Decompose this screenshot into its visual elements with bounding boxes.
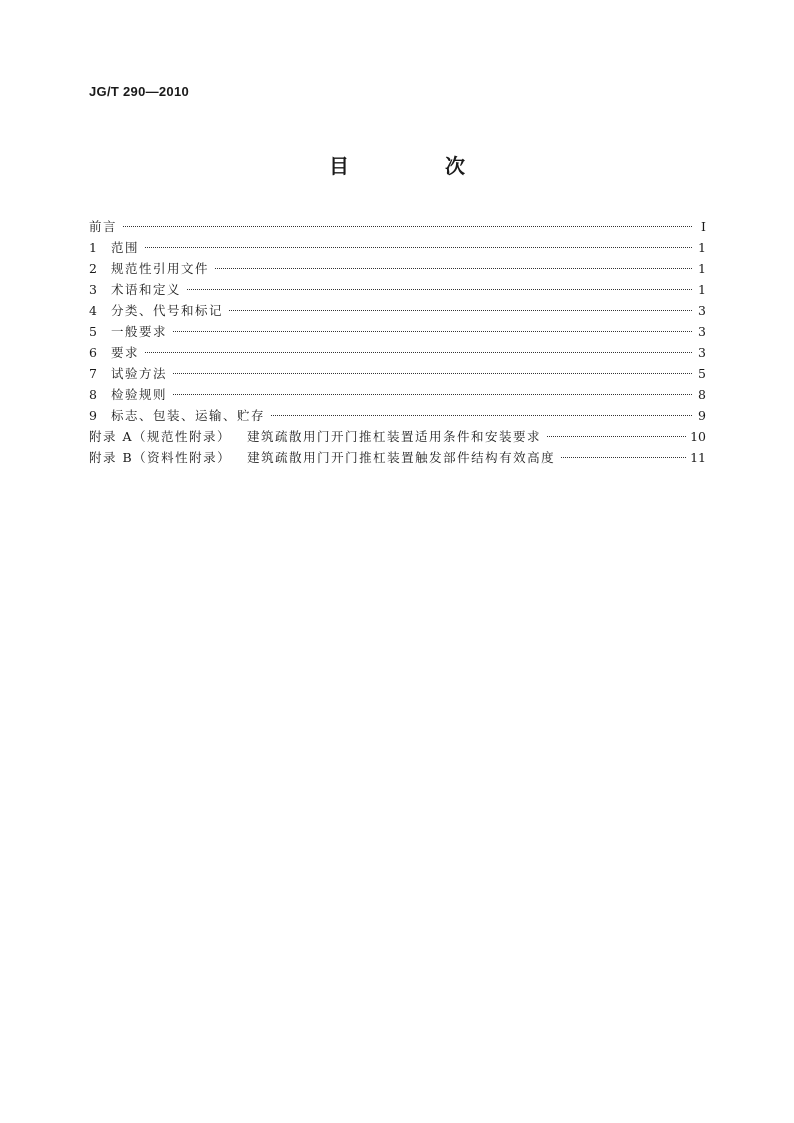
- toc-entry-foreword[interactable]: [89, 216, 706, 237]
- toc-entry-label: 标志、包装、运输、贮存: [111, 408, 266, 423]
- toc-entry-page: 10: [690, 429, 706, 444]
- toc-entry-subtitle: 建筑疏散用门开门推杠装置触发部件结构有效高度: [247, 450, 556, 465]
- toc-entry-number: 7: [89, 366, 97, 381]
- table-of-contents: [89, 216, 706, 468]
- toc-entry-9[interactable]: [89, 405, 706, 426]
- toc-entry-8[interactable]: [89, 384, 706, 405]
- toc-entry-appendix-a[interactable]: [89, 426, 706, 447]
- toc-entry-number: 1: [89, 240, 97, 255]
- toc-entry-label: 前言: [89, 219, 118, 234]
- toc-entry-page: 1: [698, 282, 706, 297]
- standard-code: JG/T 290—2010: [89, 84, 190, 99]
- toc-entry-label: 一般要求: [111, 324, 168, 339]
- toc-entry-label: 要求: [111, 345, 140, 360]
- toc-leader: [173, 331, 692, 332]
- toc-leader: [123, 226, 692, 227]
- toc-entry-appendix-b[interactable]: [89, 447, 706, 468]
- toc-leader: [145, 247, 692, 248]
- toc-leader: [173, 394, 692, 395]
- toc-leader: [229, 310, 692, 311]
- toc-entry-page: 3: [698, 324, 706, 339]
- toc-entry-3[interactable]: [89, 279, 706, 300]
- toc-entry-page: 8: [698, 387, 706, 402]
- toc-entry-number: 4: [89, 303, 97, 318]
- toc-entry-page: 3: [698, 303, 706, 318]
- toc-entry-page: 9: [698, 408, 706, 423]
- toc-entry-label: 附录 B（资料性附录）: [89, 450, 232, 465]
- toc-entry-label: 试验方法: [111, 366, 168, 381]
- toc-entry-label: 规范性引用文件: [111, 261, 210, 276]
- toc-entry-page: 11: [690, 450, 706, 465]
- toc-entry-number: 6: [89, 345, 97, 360]
- toc-leader: [145, 352, 692, 353]
- toc-entry-number: 3: [89, 282, 97, 297]
- toc-entry-label: 附录 A（规范性附录）: [89, 429, 232, 444]
- toc-entry-number: 9: [89, 408, 97, 423]
- toc-entry-label: 术语和定义: [111, 282, 182, 297]
- toc-entry-number: 2: [89, 261, 97, 276]
- toc-entry-5[interactable]: [89, 321, 706, 342]
- toc-entry-4[interactable]: [89, 300, 706, 321]
- toc-entry-number: 8: [89, 387, 97, 402]
- toc-entry-page: 5: [698, 366, 706, 381]
- toc-entry-1[interactable]: [89, 237, 706, 258]
- toc-entry-2[interactable]: [89, 258, 706, 279]
- toc-entry-page: Ⅰ: [701, 219, 706, 234]
- toc-entry-label: 分类、代号和标记: [111, 303, 224, 318]
- toc-leader: [215, 268, 692, 269]
- toc-entry-subtitle: 建筑疏散用门开门推杠装置适用条件和安装要求: [247, 429, 542, 444]
- toc-entry-page: 1: [698, 261, 706, 276]
- toc-entry-page: 3: [698, 345, 706, 360]
- toc-leader: [547, 436, 686, 437]
- toc-entry-label: 范围: [111, 240, 140, 255]
- toc-leader: [187, 289, 692, 290]
- toc-leader: [561, 457, 686, 458]
- toc-leader: [173, 373, 692, 374]
- toc-entry-page: 1: [698, 240, 706, 255]
- page-title: 目 次: [329, 154, 503, 178]
- toc-leader: [271, 415, 692, 416]
- toc-entry-7[interactable]: [89, 363, 706, 384]
- toc-entry-6[interactable]: [89, 342, 706, 363]
- toc-entry-number: 5: [89, 324, 97, 339]
- toc-entry-label: 检验规则: [111, 387, 168, 402]
